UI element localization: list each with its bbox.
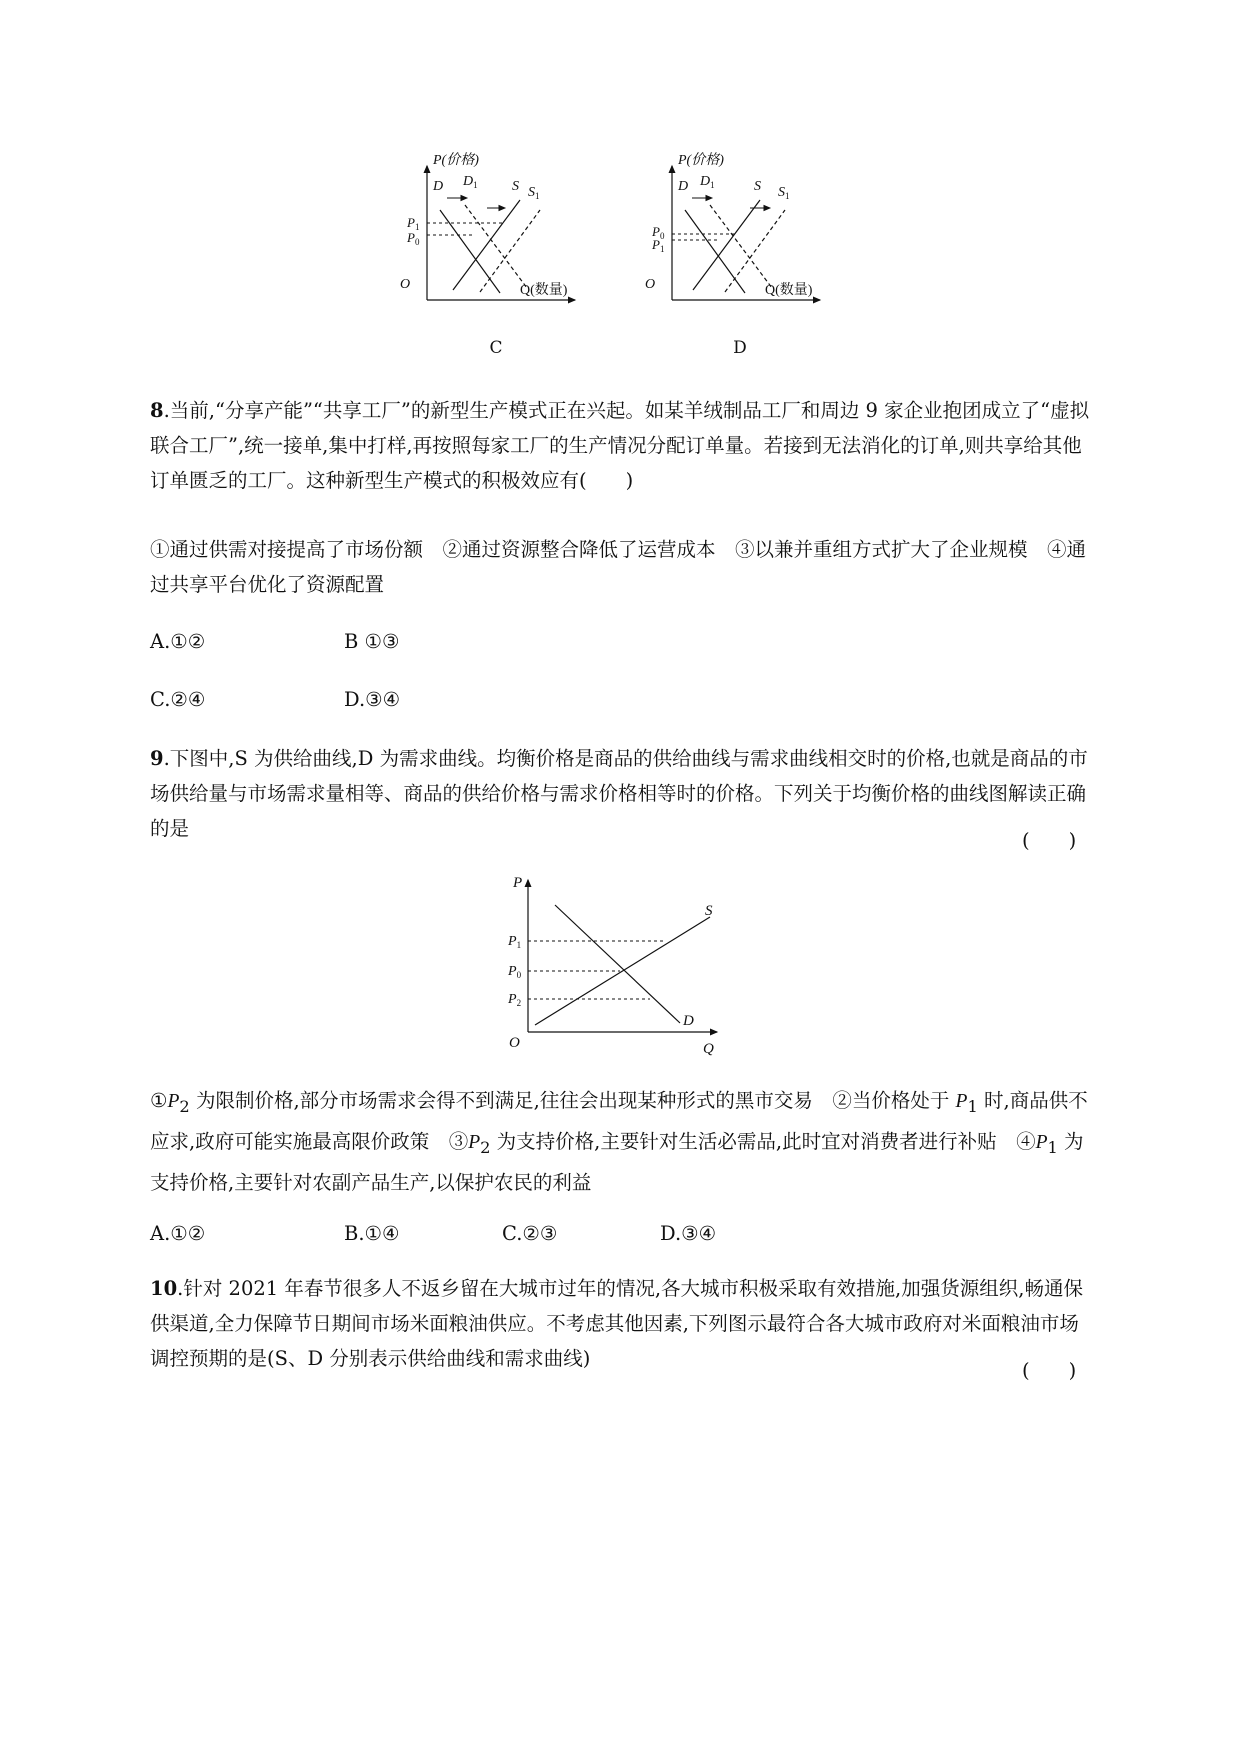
- c-p0-label: $P_0$: [407, 230, 420, 247]
- q9-q-label: Q: [703, 1041, 714, 1057]
- figure-d-caption: D: [733, 338, 747, 358]
- figure-d-graph: [645, 153, 835, 340]
- c-supply1-line: [480, 210, 540, 292]
- figure-c-graph: [400, 153, 590, 340]
- c-s-label: S: [512, 179, 519, 194]
- c-origin-label: O: [400, 277, 411, 292]
- q8-option-c[interactable]: C.②④: [150, 688, 206, 711]
- d-demand1-line: [710, 205, 772, 288]
- q8-option-b[interactable]: B ①③: [344, 630, 400, 653]
- q9-demand-line: [555, 905, 680, 1023]
- c-demand1-line: [465, 205, 527, 288]
- q9-stem: [150, 741, 1090, 846]
- q10-answer-paren[interactable]: ( ): [1022, 1359, 1077, 1382]
- figure-c-caption: C: [489, 338, 503, 358]
- d-demand-line: [685, 210, 745, 293]
- c-s1-label: $S_1$: [528, 185, 540, 201]
- q9-d-label: D: [683, 1013, 694, 1029]
- q9-supply-line: [535, 917, 710, 1025]
- q9-graph: [505, 875, 725, 1060]
- d-d1-label: $D_1$: [700, 174, 715, 190]
- q8-stem: [150, 393, 1090, 498]
- d-s1-label: $S_1$: [778, 185, 790, 201]
- c-d-label: D: [433, 179, 444, 194]
- q9-option-d[interactable]: D.③④: [660, 1222, 717, 1245]
- q10-number: 10: [150, 1277, 178, 1300]
- d-p-axis-label: P(价格): [678, 153, 724, 168]
- d-p1-label: $P_1$: [652, 237, 665, 254]
- q10-stem: [150, 1271, 1090, 1376]
- q9-option-b[interactable]: B.①④: [344, 1222, 400, 1245]
- d-q-axis-label: Q(数量): [765, 283, 813, 298]
- q8-option-a[interactable]: A.①②: [150, 630, 206, 653]
- q9-statements: $①P_2$ 为限制价格,部分市场需求会得不到满足,往往会出现某种形式的黑市交易 ②当价格处于 $P_1$ 时,商品供不应求,政府可能实施最高限价政策 $③P_2$ 为支持价格,主要针对生活必需品,此时宜对消费者进行补贴 $④P_1$ 为支持价格,主要针对农副产品生产,以保护农民的利益: [150, 1089, 1088, 1194]
- q8-number: 8: [150, 399, 164, 422]
- d-origin-label: O: [645, 277, 656, 292]
- c-p-axis-label: P(价格): [433, 153, 479, 168]
- d-d-label: D: [678, 179, 689, 194]
- d-supply1-line: [725, 210, 785, 292]
- q9-p0-label: $P_0$: [508, 964, 522, 980]
- figure-d: [645, 153, 835, 340]
- q9-option-a[interactable]: A.①②: [150, 1222, 206, 1245]
- q9-s-label: S: [705, 903, 713, 919]
- q10-stem-text: .针对 2021 年春节很多人不返乡留在大城市过年的情况,各大城市积极采取有效措施,加强货源组织,畅通保供渠道,全力保障节日期间市场米面粮油供应。不考虑其他因素,下列图示最符合各大城市政府对米面粮油市场调控预期的是(S、D 分别表示供给曲线和需求曲线): [150, 1277, 1083, 1370]
- c-supply-line: [453, 200, 520, 290]
- d-supply-line: [693, 200, 760, 290]
- figure-c: [400, 153, 590, 340]
- c-demand-line: [440, 210, 500, 293]
- c-q-axis-label: Q(数量): [520, 283, 568, 298]
- q9-number: 9: [150, 747, 164, 770]
- q9-p2-label: $P_2$: [508, 992, 522, 1008]
- d-s-label: S: [754, 179, 761, 194]
- q8-statements: ①通过供需对接提高了市场份额 ②通过资源整合降低了运营成本 ③以兼并重组方式扩大了企业规模 ④通过共享平台优化了资源配置: [150, 538, 1087, 596]
- q9-p-label: P: [513, 875, 523, 891]
- q9-origin-label: O: [509, 1035, 520, 1051]
- q8-option-d[interactable]: D.③④: [344, 688, 401, 711]
- q9-p1-label: $P_1$: [508, 934, 522, 950]
- q8-stem-text: .当前,“分享产能”“共享工厂”的新型生产模式正在兴起。如某羊绒制品工厂和周边 9 家企业抱团成立了“虚拟联合工厂”,统一接单,集中打样,再按照每家工厂的生产情况分配订单量。若接到无法消化的订单,则共享给其他订单匮乏的工厂。这种新型生产模式的积极效应有( ): [150, 399, 1090, 492]
- q9-figure: [505, 875, 725, 1060]
- q9-answer-paren[interactable]: ( ): [1022, 829, 1077, 852]
- d-p0-label: $P_0$: [652, 224, 665, 241]
- q9-stem-text: .下图中,S 为供给曲线,D 为需求曲线。均衡价格是商品的供给曲线与需求曲线相交时的价格,也就是商品的市场供给量与市场需求量相等、商品的供给价格与需求价格相等时的价格。下列关于均衡价格的曲线图解读正确的是: [150, 747, 1088, 840]
- c-d1-label: $D_1$: [463, 174, 478, 190]
- c-p1-label: $P_1$: [407, 215, 420, 232]
- q9-option-c[interactable]: C.②③: [502, 1222, 558, 1245]
